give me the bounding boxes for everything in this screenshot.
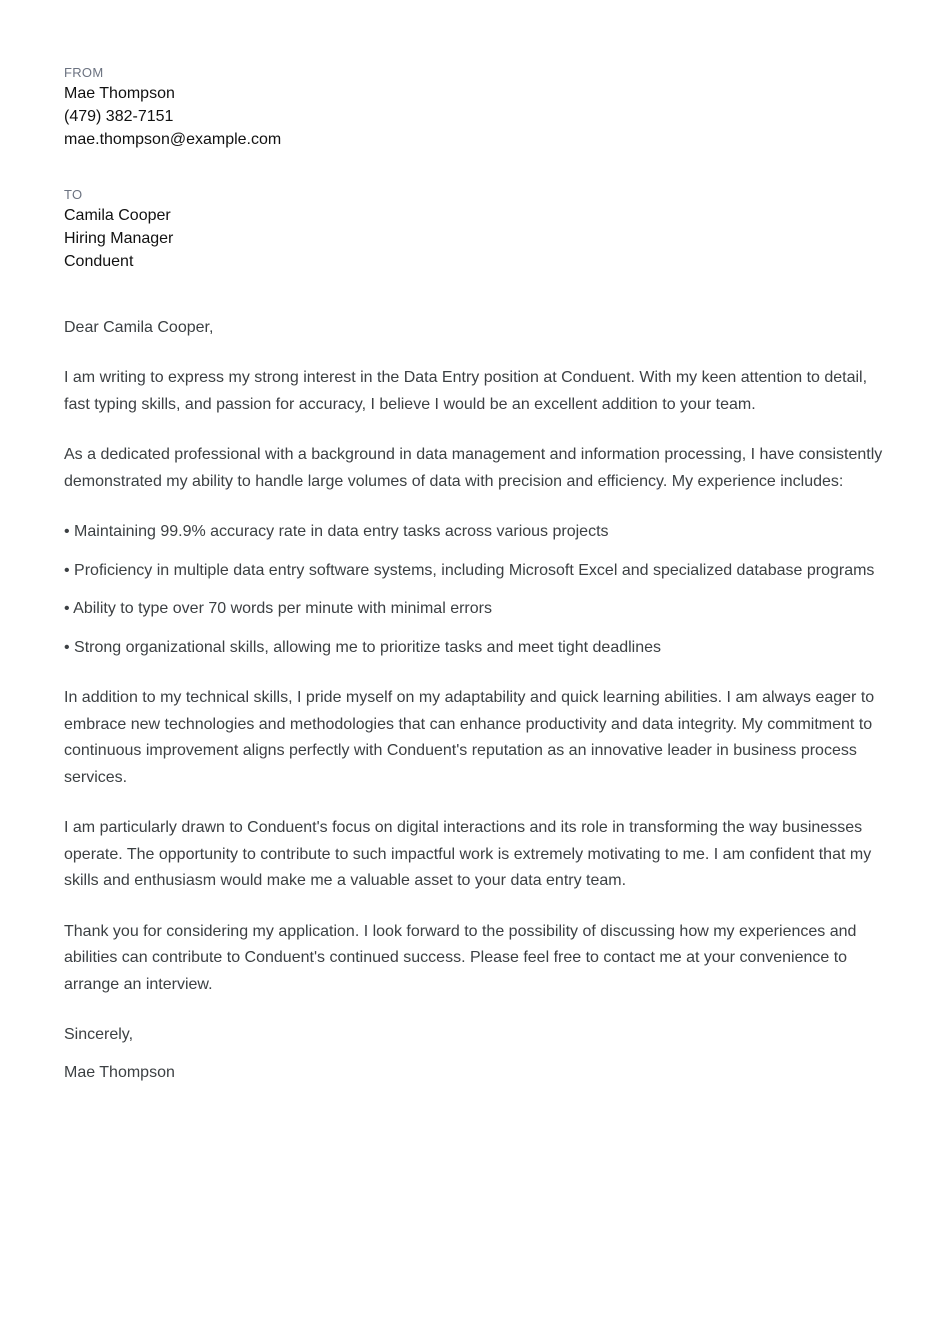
letter-greeting: Dear Camila Cooper, — [64, 319, 214, 336]
letter-closing: Sincerely, — [64, 1026, 134, 1043]
list-item: • Proficiency in multiple data entry software systems, including Microsoft Excel and specialized database programs — [64, 561, 875, 579]
list-item: • Maintaining 99.9% accuracy rate in data entry tasks across various projects — [64, 523, 609, 540]
sender-email: mae.thompson@example.com — [64, 131, 282, 148]
sender-name: Mae Thompson — [64, 85, 175, 102]
experience-list — [64, 519, 892, 661]
from-label: FROM — [64, 65, 104, 80]
recipient-title: Hiring Manager — [64, 230, 174, 247]
paragraph-motivation: I am particularly drawn to Conduent's focus on digital interactions and its role in transforming the way businesses operate. The opportunity to contribute to such impactful work is extremely motivating to me. I am confident that my skills and enthusiasm would make me a valuable asset to your data entry team. — [64, 819, 872, 889]
sender-phone: (479) 382-7151 — [64, 108, 174, 125]
recipient-company: Conduent — [64, 253, 134, 270]
letter-signature: Mae Thompson — [64, 1063, 175, 1081]
list-item: • Strong organizational skills, allowing me to prioritize tasks and meet tight deadlines — [64, 638, 662, 656]
sender-block — [64, 64, 892, 151]
recipient-name: Camila Cooper — [64, 207, 171, 224]
paragraph-thanks: Thank you for considering my application. I look forward to the possibility of discussing how my experiences and abilities can contribute to Conduent's continued success. Please feel free to contact me at your convenience to arrange an interview. — [64, 922, 857, 993]
to-label: TO — [64, 187, 83, 202]
recipient-block — [64, 186, 892, 273]
paragraph-adaptability: In addition to my technical skills, I pride myself on my adaptability and quick learning abilities. I am always eager to embrace new technologies and methodologies that can enhance productivity and data integrity. My commitment to continuous improvement aligns perfectly with Conduent's reputation as an innovative leader in business process services. — [64, 689, 875, 786]
paragraph-intro: I am writing to express my strong interest in the Data Entry position at Conduent. With my keen attention to detail, fast typing skills, and passion for accuracy, I believe I would be an excellent addition to your team. — [64, 369, 868, 413]
list-item: • Ability to type over 70 words per minute with minimal errors — [64, 600, 492, 617]
paragraph-background: As a dedicated professional with a background in data management and information processing, I have consistently demonstrated my ability to handle large volumes of data with precision and efficiency. My experience includes: — [64, 446, 883, 490]
